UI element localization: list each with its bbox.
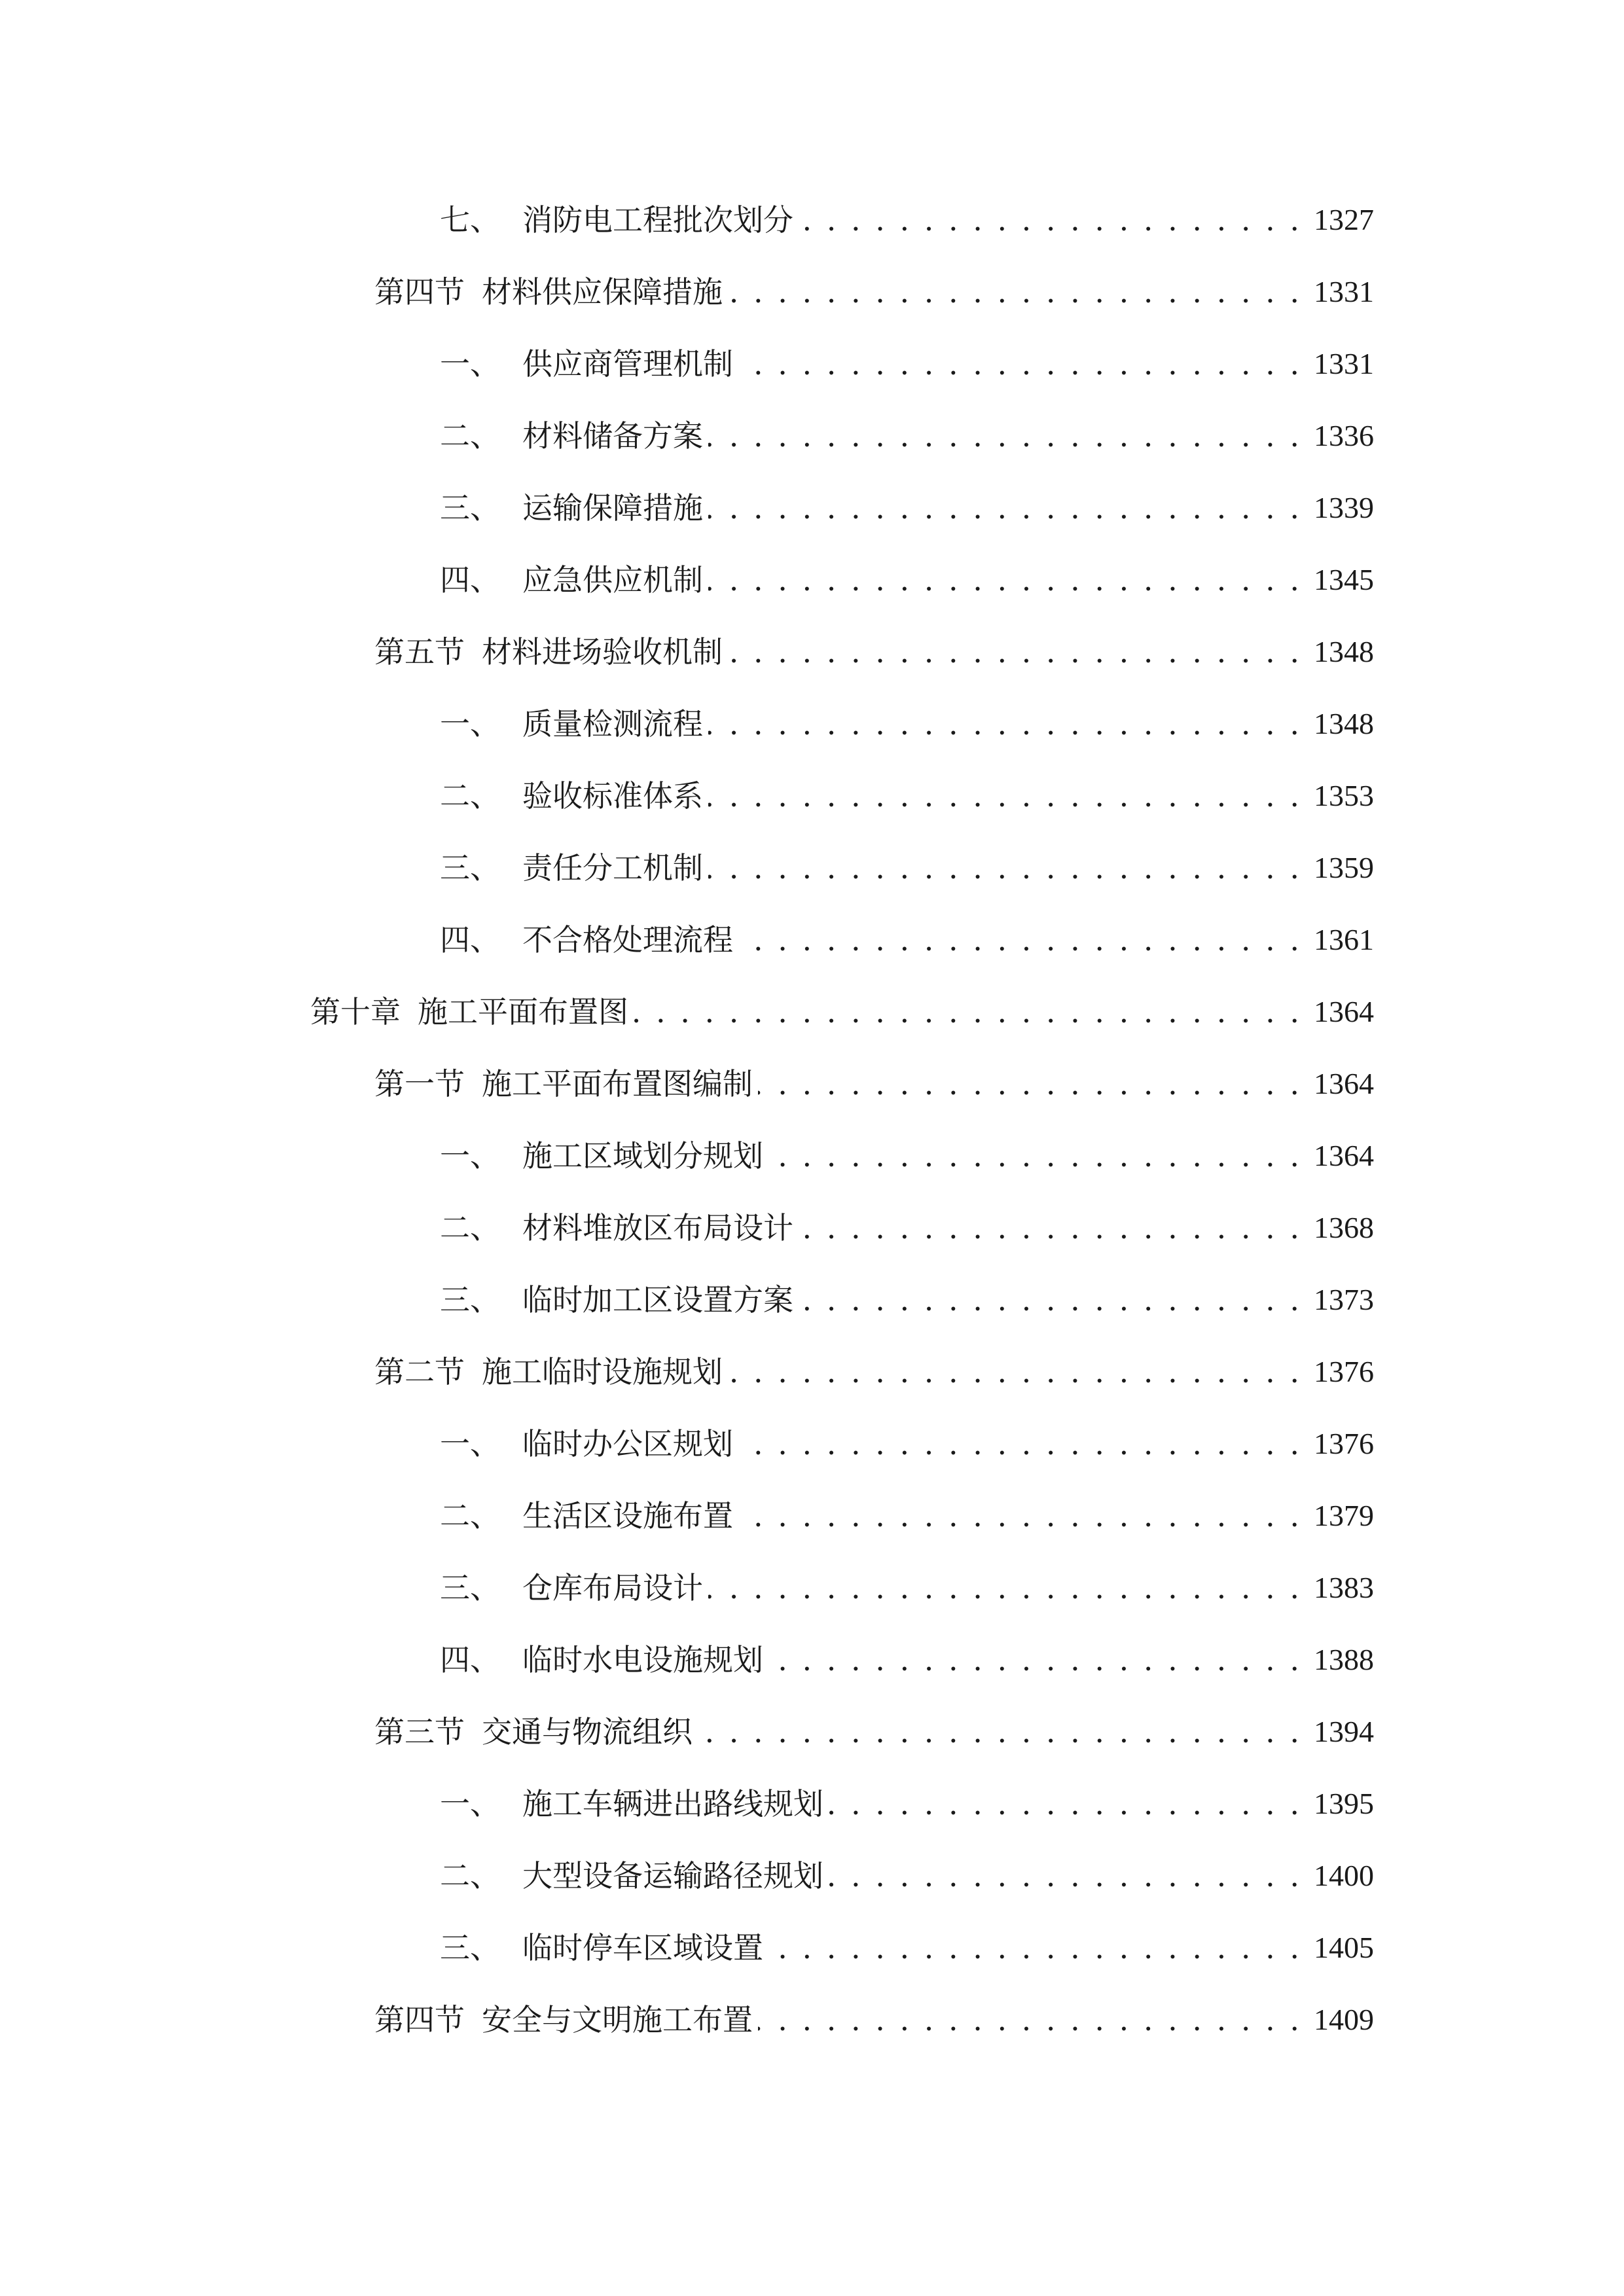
toc-entry[interactable] xyxy=(440,1130,1374,1182)
toc-entry-title: 供应商管理机制 xyxy=(522,346,733,382)
toc-entry-number: 二、 xyxy=(440,1498,500,1534)
toc-entry-page-number: 1376 xyxy=(1314,1355,1374,1388)
toc-entry-title: 交通与物流组织 xyxy=(482,1714,693,1749)
toc-dot-leader xyxy=(698,1706,1302,1758)
toc-entry[interactable] xyxy=(440,1490,1374,1542)
toc-entry-number: 一、 xyxy=(440,1786,500,1821)
toc-entry-title: 施工临时设施规划 xyxy=(482,1354,723,1390)
toc-dot-leader xyxy=(738,338,1302,390)
toc-entry-page-number: 1368 xyxy=(1314,1211,1374,1244)
toc-entry[interactable] xyxy=(440,554,1374,606)
toc-entry-title: 应急供应机制 xyxy=(522,562,703,598)
toc-entry-number: 四、 xyxy=(440,922,500,958)
toc-entry[interactable] xyxy=(440,914,1374,966)
toc-entry-title: 材料储备方案 xyxy=(522,418,703,454)
toc-dot-leader xyxy=(768,1922,1302,1974)
toc-entry-number: 四、 xyxy=(440,562,500,598)
toc-entry-page-number: 1400 xyxy=(1314,1859,1374,1892)
toc-entry-page-number: 1383 xyxy=(1314,1571,1374,1604)
toc-entry-number: 第四节 xyxy=(374,2002,465,2037)
toc-entry-title: 验收标准体系 xyxy=(522,778,703,814)
toc-entry[interactable] xyxy=(310,986,1374,1038)
toc-entry[interactable] xyxy=(440,1202,1374,1254)
toc-entry-title: 质量检测流程 xyxy=(522,706,703,742)
toc-entry-title: 安全与文明施工布置 xyxy=(482,2002,753,2037)
toc-entry-title: 材料供应保障措施 xyxy=(482,274,723,310)
toc-entry[interactable] xyxy=(440,194,1374,246)
toc-entry-page-number: 1405 xyxy=(1314,1931,1374,1964)
toc-entry-number: 二、 xyxy=(440,778,500,814)
toc-dot-leader xyxy=(758,1994,1302,2046)
toc-dot-leader xyxy=(728,1346,1302,1398)
toc-entry[interactable] xyxy=(440,1562,1374,1614)
toc-entry-title: 仓库布局设计 xyxy=(522,1570,703,1605)
toc-entry-page-number: 1353 xyxy=(1314,779,1374,812)
toc-entry[interactable] xyxy=(440,1778,1374,1830)
toc-entry-page-number: 1364 xyxy=(1314,995,1374,1028)
toc-entry[interactable] xyxy=(440,1850,1374,1902)
toc-dot-leader xyxy=(799,1274,1302,1326)
toc-entry-page-number: 1364 xyxy=(1314,1139,1374,1172)
toc-entry-title: 施工车辆进出路线规划 xyxy=(522,1786,823,1821)
toc-dot-leader xyxy=(708,770,1302,822)
toc-entry[interactable] xyxy=(440,1418,1374,1470)
toc-entry-number: 第三节 xyxy=(374,1714,465,1749)
toc-entry-page-number: 1359 xyxy=(1314,851,1374,884)
toc-dot-leader xyxy=(708,554,1302,606)
toc-entry-title: 不合格处理流程 xyxy=(522,922,733,958)
toc-entry[interactable] xyxy=(440,482,1374,534)
toc-entry-number: 三、 xyxy=(440,1282,500,1318)
toc-entry[interactable] xyxy=(374,1346,1374,1398)
toc-entry-number: 一、 xyxy=(440,706,500,742)
toc-entry[interactable] xyxy=(374,1706,1374,1758)
toc-entry[interactable] xyxy=(374,1058,1374,1110)
toc-entry-page-number: 1409 xyxy=(1314,2003,1374,2036)
toc-dot-leader xyxy=(799,194,1302,246)
toc-entry-title: 运输保障措施 xyxy=(522,490,703,526)
toc-dot-leader xyxy=(799,1202,1302,1254)
toc-entry-page-number: 1331 xyxy=(1314,347,1374,380)
toc-entry-title: 临时加工区设置方案 xyxy=(522,1282,793,1318)
toc-entry[interactable] xyxy=(374,266,1374,318)
toc-entry-page-number: 1373 xyxy=(1314,1283,1374,1316)
toc-entry-title: 施工平面布置图编制 xyxy=(482,1066,753,1102)
toc-entry-number: 二、 xyxy=(440,418,500,454)
toc-entry-number: 三、 xyxy=(440,850,500,886)
toc-entry-title: 施工平面布置图 xyxy=(418,994,628,1030)
toc-entry-page-number: 1339 xyxy=(1314,491,1374,524)
toc-entry-page-number: 1364 xyxy=(1314,1067,1374,1100)
toc-entry-number: 三、 xyxy=(440,1930,500,1965)
toc-entry-page-number: 1327 xyxy=(1314,203,1374,236)
toc-dot-leader xyxy=(708,1562,1302,1614)
toc-entry[interactable] xyxy=(440,698,1374,750)
toc-entry-page-number: 1376 xyxy=(1314,1427,1374,1460)
toc-entry-number: 第五节 xyxy=(374,634,465,670)
toc-entry-title: 材料堆放区布局设计 xyxy=(522,1210,793,1246)
toc-entry[interactable] xyxy=(440,770,1374,822)
toc-entry-page-number: 1348 xyxy=(1314,707,1374,740)
toc-dot-leader xyxy=(829,1850,1302,1902)
toc-entry-number: 第一节 xyxy=(374,1066,465,1102)
toc-entry-title: 生活区设施布置 xyxy=(522,1498,733,1534)
toc-dot-leader xyxy=(768,1634,1302,1686)
toc-dot-leader xyxy=(708,698,1302,750)
toc-entry-title: 临时水电设施规划 xyxy=(522,1642,763,1677)
toc-entry-page-number: 1395 xyxy=(1314,1787,1374,1820)
toc-dot-leader xyxy=(738,914,1302,966)
toc-entry-number: 一、 xyxy=(440,1426,500,1462)
toc-entry-page-number: 1379 xyxy=(1314,1499,1374,1532)
toc-entry-title: 责任分工机制 xyxy=(522,850,703,886)
toc-entry[interactable] xyxy=(440,1922,1374,1974)
toc-entry[interactable] xyxy=(440,842,1374,894)
toc-entry-title: 施工区域划分规划 xyxy=(522,1138,763,1174)
toc-entry-number: 一、 xyxy=(440,346,500,382)
toc-dot-leader xyxy=(829,1778,1302,1830)
toc-dot-leader xyxy=(708,842,1302,894)
toc-entry-page-number: 1388 xyxy=(1314,1643,1374,1676)
toc-entry[interactable] xyxy=(440,1634,1374,1686)
toc-entry-number: 四、 xyxy=(440,1642,500,1677)
toc-dot-leader xyxy=(708,482,1302,534)
toc-entry[interactable] xyxy=(374,1994,1374,2046)
toc-entry-number: 七、 xyxy=(440,202,500,238)
toc-entry[interactable] xyxy=(440,338,1374,390)
toc-entry-number: 一、 xyxy=(440,1138,500,1174)
toc-entry-title: 材料进场验收机制 xyxy=(482,634,723,670)
toc-entry-page-number: 1361 xyxy=(1314,923,1374,956)
toc-dot-leader xyxy=(634,986,1302,1038)
toc-entry-number: 二、 xyxy=(440,1858,500,1893)
toc-dot-leader xyxy=(708,410,1302,462)
toc-entry[interactable] xyxy=(374,626,1374,678)
toc-dot-leader xyxy=(738,1418,1302,1470)
toc-entry-page-number: 1336 xyxy=(1314,419,1374,452)
toc-dot-leader xyxy=(728,626,1302,678)
toc-entry-number: 第十章 xyxy=(310,994,401,1030)
toc-entry-number: 二、 xyxy=(440,1210,500,1246)
toc-entry-title: 大型设备运输路径规划 xyxy=(522,1858,823,1893)
toc-entry-title: 消防电工程批次划分 xyxy=(522,202,793,238)
toc-entry[interactable] xyxy=(440,410,1374,462)
toc-entry-title: 临时停车区域设置 xyxy=(522,1930,763,1965)
toc-entry-number: 三、 xyxy=(440,1570,500,1605)
toc-dot-leader xyxy=(758,1058,1302,1110)
toc-dot-leader xyxy=(728,266,1302,318)
toc-dot-leader xyxy=(738,1490,1302,1542)
toc-entry-number: 第二节 xyxy=(374,1354,465,1390)
toc-entry-page-number: 1345 xyxy=(1314,563,1374,596)
toc-entry-title: 临时办公区规划 xyxy=(522,1426,733,1462)
toc-entry-page-number: 1394 xyxy=(1314,1715,1374,1748)
toc-entry-number: 第四节 xyxy=(374,274,465,310)
toc-entry[interactable] xyxy=(440,1274,1374,1326)
toc-entry-page-number: 1348 xyxy=(1314,635,1374,668)
toc-dot-leader xyxy=(768,1130,1302,1182)
toc-entry-page-number: 1331 xyxy=(1314,275,1374,308)
toc-entry-number: 三、 xyxy=(440,490,500,526)
